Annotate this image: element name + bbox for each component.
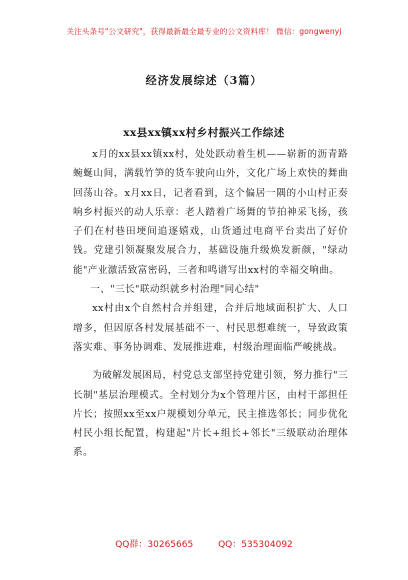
footer-contact [0, 537, 408, 550]
document-title: 经济发展综述（3篇） [145, 74, 263, 87]
qq-number: QQ：535304092 [218, 540, 293, 550]
qq-group: QQ群：30265665 [115, 540, 194, 550]
article-title: xx县xx镇xx村乡村振兴工作综述 [123, 127, 285, 139]
paragraph-measures: 为破解发展困局，村党总支部坚持党建引领，努力推行"三长制"基层治理模式。全村划分为x个管理片区，由村干部担任片长；按照xx至xx户规模划分单元，民主推选邻长；同步优化村民小组长配置，构建起"片长+组长+邻长"三级联动治理体系。 [73, 370, 348, 459]
section-heading: 一、"三长"联动织就乡村治理"同心结" [90, 284, 260, 296]
paragraph-intro: x月的xx县xx镇xx村，处处跃动着生机——崭新的沥青路蜿蜒山间，满载竹笋的货车驶向山外，文化广场上欢快的舞曲回荡山谷。x月xx日，记者看到，这个偏居一隅的小山村正奏响乡村振兴的动人乐章：老人踏着广场舞的节拍神采飞扬，孩子们在村巷田埂间追逐嬉戏，山货通过电商平台卖出了好价钱。党建引领凝聚发展合力，基础设施升级焕发新颜，"绿动能"产业激活致富密码，三者和鸣谱写出xx村的幸福交响曲。 [73, 149, 348, 276]
paragraph-background: xx村由x个自然村合并组建，合并后地域面积扩大、人口增多，但因原各村发展基础不一、村民思想难统一，导致政策落实难、事务协调难、发展推进难，村级治理面临严峻挑战。 [73, 303, 348, 353]
promo-banner: 关注头条号"公文研究"，获得最新最全最专业的公文资料库！ 微信：gongwenyj [66, 27, 342, 36]
article-body [73, 145, 348, 463]
